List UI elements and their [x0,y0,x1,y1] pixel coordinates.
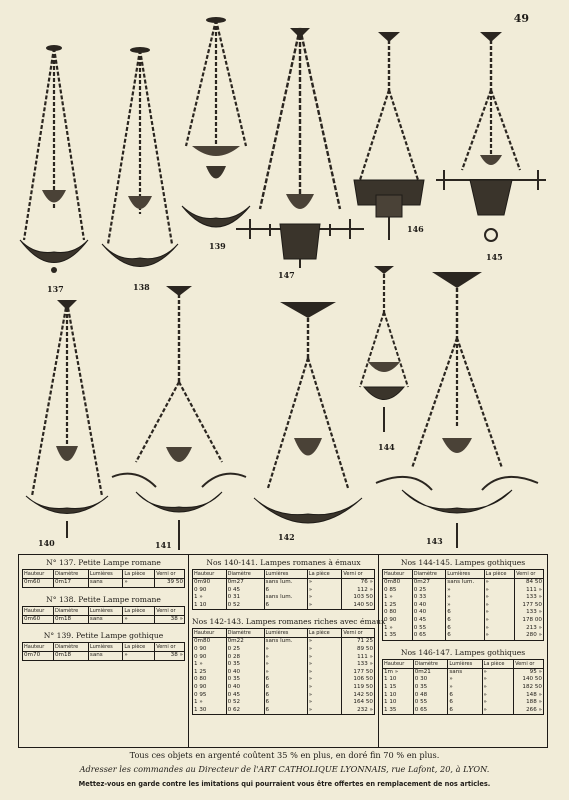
cell: 1 15 [383,684,414,692]
cell: 1 » [383,625,413,633]
cell: 6 [446,609,484,617]
table-row [383,625,544,633]
table-row [383,676,544,684]
cell: 112 » [342,587,375,595]
header-cell: Lumières [264,629,307,638]
cell: 0m27 [226,579,264,587]
header-cell: Diamètre [53,643,88,652]
cell: 0 31 [226,594,264,602]
cell: 6 [264,587,307,595]
lamp-142-number: 142 [278,532,295,542]
section-144-145 [379,555,547,641]
lamp-143-illustration [372,268,542,548]
header-cell: La pièce [307,570,342,579]
header-cell: Lumières [88,570,122,579]
header-cell: Verni or [514,659,544,668]
table-row [383,587,544,595]
cell: sans [88,652,122,661]
page-number: 49 [513,12,529,25]
cell: » [264,654,307,662]
cell: » [123,615,155,624]
cell: 1 10 [383,699,414,707]
header-cell: Hauteur [193,629,227,638]
table-row [383,699,544,707]
cell: 0 85 [383,587,413,595]
cell: » [484,617,515,625]
cell: » [307,579,342,587]
cell: 6 [264,707,307,715]
header-cell: Hauteur [383,659,414,668]
lamp-147-number: 147 [278,270,295,280]
cell: sans lum. [264,579,307,587]
cell: 1 » [193,661,227,669]
cell: 178 00 [515,617,544,625]
section-139 [19,628,188,661]
cell: » [482,684,514,692]
cell: » [307,684,342,692]
cell: » [446,602,484,610]
footer-order-address: Adresser les commandes au Directeur de l'ART CATHOLIQUE LYONNAIS, rue Lafont, 20, à LYON. [79,764,490,774]
header-cell: Diamètre [53,570,88,579]
cell: » [307,602,342,610]
header-cell: Lumières [88,643,122,652]
cell: 76 » [342,579,375,587]
header-cell: Diamètre [413,659,448,668]
table-row [383,684,544,692]
cell: 0 80 [193,676,227,684]
cell: » [484,579,515,587]
table-row [23,579,185,588]
price-table [18,554,548,748]
cell: » [307,587,342,595]
table-row [193,692,375,700]
cell: 0 95 [193,692,227,700]
cell: 6 [264,676,307,684]
spec-table [382,659,544,716]
cell: 1m » [383,668,414,676]
cell: 148 » [514,692,544,700]
section-146-147 [379,645,547,716]
cell: 1 25 [193,669,227,677]
cell: 1 25 [383,602,413,610]
section-138 [19,592,188,625]
spec-table [22,642,185,661]
cell: 0 28 [226,654,264,662]
cell: » [307,654,342,662]
cell: 0 35 [413,684,448,692]
cell: 1 35 [383,707,414,715]
table-row [193,684,375,692]
table-row [193,654,375,662]
table-row [383,594,544,602]
cell: » [307,661,342,669]
cell: » [482,699,514,707]
cell: » [446,594,484,602]
header-cell: Verni or [342,629,375,638]
header-cell: Hauteur [193,570,227,579]
spec-table [192,628,375,715]
cell: 0 35 [226,661,264,669]
lamp-142-illustration [250,298,366,546]
header-cell: Diamètre [226,629,264,638]
price-column-140-143 [189,555,386,747]
table-row [193,579,375,587]
cell: 0 80 [383,609,413,617]
cell: 0 40 [412,602,446,610]
section-title: Nos 146-147. Lampes gothiques [400,647,526,657]
cell: » [307,594,342,602]
cell: 232 » [342,707,375,715]
cell: 213 » [515,625,544,633]
cell: 182 50 [514,684,544,692]
cell: » [264,661,307,669]
cell: » [448,684,482,692]
cell: 266 » [514,707,544,715]
table-row [193,594,375,602]
header-cell: Verni or [155,643,185,652]
header-cell: Verni or [155,570,185,579]
cell: 0m60 [23,615,54,624]
cell: 6 [446,632,484,640]
cell: 133 » [515,609,544,617]
cell: 0 33 [412,594,446,602]
cell: sans lum. [264,638,307,646]
lamp-141-illustration [106,282,252,550]
spec-table [22,569,185,588]
cell: 0m70 [23,652,54,661]
cell: » [482,692,514,700]
cell: 0m90 [193,579,227,587]
table-row [193,602,375,610]
header-cell: La pièce [123,570,155,579]
cell: 188 » [514,699,544,707]
lamp-144-number: 144 [378,442,395,452]
cell: » [307,669,342,677]
table-row [193,707,375,715]
cell: 95 » [514,668,544,676]
cell: sans [88,615,122,624]
cell: sans [448,668,482,676]
table-row [193,669,375,677]
cell: » [307,646,342,654]
cell: 0 45 [226,692,264,700]
table-row [193,661,375,669]
spec-table [192,569,375,610]
cell: 0 48 [413,692,448,700]
cell: 0 35 [226,676,264,684]
cell: 71 25 [342,638,375,646]
cell: 0 30 [413,676,448,684]
lamp-137-illustration [14,40,94,280]
header-cell: Lumières [88,606,122,615]
cell: 89 50 [342,646,375,654]
cell: » [123,652,155,661]
header-cell: Hauteur [23,606,54,615]
cell: 0 45 [226,587,264,595]
cell: sans lum. [446,579,484,587]
cell: 39 50 [155,579,185,588]
cell: 0 90 [193,587,227,595]
lamp-139-number: 139 [209,241,226,251]
header-cell: Lumières [448,659,482,668]
cell: 6 [448,707,482,715]
section-title: N° 138. Petite Lampe romane [46,594,161,604]
table-row [193,676,375,684]
cell: » [482,676,514,684]
header-cell: Diamètre [226,570,264,579]
cell: » [307,676,342,684]
lamp-143-number: 143 [426,536,443,546]
table-row [383,609,544,617]
header-cell: La pièce [484,570,515,579]
cell: sans [88,579,122,588]
cell: 111 » [515,587,544,595]
lamp-145-number: 145 [486,252,503,262]
cell: 6 [264,692,307,700]
cell: » [484,625,515,633]
cell: 38 » [155,615,185,624]
cell: 38 » [155,652,185,661]
lamp-137-number: 137 [47,284,64,294]
cell: 6 [264,699,307,707]
footer-pricing-note: Tous ces objets en argenté coûtent 35 % en plus, en doré fin 70 % en plus. [129,750,440,760]
price-column-137-139 [19,555,189,747]
cell: » [482,668,514,676]
cell: 0 52 [226,602,264,610]
cell: 140 50 [514,676,544,684]
cell: 0 65 [413,707,448,715]
table-row [193,638,375,646]
cell: 0 25 [412,587,446,595]
cell: 0 90 [193,654,227,662]
cell: » [446,587,484,595]
cell: 6 [446,625,484,633]
spec-table [22,606,185,625]
cell: 0 40 [226,669,264,677]
cell: 133 » [515,594,544,602]
table-row [23,615,185,624]
lamp-146-number: 146 [407,224,424,234]
cell: » [484,594,515,602]
cell: 106 50 [342,676,375,684]
table-row [383,668,544,676]
section-title: Nos 140-141. Lampes romanes à émaux [206,558,361,567]
table-row [193,646,375,654]
table-row [383,707,544,715]
table-row [383,617,544,625]
cell: 1 » [193,594,227,602]
cell: 0 25 [226,646,264,654]
cell: 1 10 [383,676,414,684]
cell: 0 40 [412,609,446,617]
cell: 1 » [383,594,413,602]
cell: 0m21 [413,668,448,676]
cell: 6 [448,692,482,700]
section-140-141 [189,555,378,610]
cell: 177 50 [342,669,375,677]
cell: » [484,609,515,617]
header-cell: Lumières [446,570,484,579]
cell: » [484,602,515,610]
cell: » [484,632,515,640]
section-title: Nos 142-143. Lampes romanes riches avec émaux [192,617,386,627]
header-cell: Hauteur [23,570,54,579]
table-row [383,602,544,610]
header-cell: La pièce [123,606,155,615]
cell: 1 10 [383,692,414,700]
cell: 1 30 [193,707,227,715]
table-row [383,579,544,587]
section-title: Nos 144-145. Lampes gothiques [400,558,526,567]
cell: 0 45 [412,617,446,625]
lamp-140-illustration [22,296,112,538]
cell: 1 10 [193,602,227,610]
cell: 0m60 [23,579,54,588]
cell: 280 » [515,632,544,640]
cell: 103 50 [342,594,375,602]
cell: 0 55 [412,625,446,633]
cell: 0 52 [226,699,264,707]
cell: 6 [264,684,307,692]
cell: » [307,707,342,715]
cell: 0m18 [53,652,88,661]
header-cell: La pièce [307,629,342,638]
table-row [383,632,544,640]
cell: 0 90 [193,684,227,692]
lamp-138-illustration [98,44,182,280]
cell: 6 [448,699,482,707]
cell: 0m27 [412,579,446,587]
cell: 0 90 [193,646,227,654]
header-cell: Diamètre [53,606,88,615]
cell: » [264,646,307,654]
table-row [193,587,375,595]
lamp-146-illustration [348,30,430,244]
cell: » [307,692,342,700]
cell: 133 » [342,661,375,669]
cell: 111 » [342,654,375,662]
cell: 140 50 [342,602,375,610]
header-cell: La pièce [123,643,155,652]
header-cell: Hauteur [383,570,413,579]
cell: 0m17 [53,579,88,588]
table-row [23,652,185,661]
section-137 [19,555,188,588]
lamp-145-illustration [432,30,550,250]
cell: 164 50 [342,699,375,707]
header-cell: La pièce [482,659,514,668]
cell: sans lum. [264,594,307,602]
header-cell: Verni or [342,570,375,579]
price-column-144-147 [379,555,547,747]
header-cell: Verni or [155,606,185,615]
cell: 0 90 [383,617,413,625]
lamp-140-number: 140 [38,538,55,548]
cell: » [307,699,342,707]
spec-table [382,569,544,641]
cell: 177 50 [515,602,544,610]
cell: 0m18 [53,615,88,624]
cell: 1 35 [383,632,413,640]
cell: » [482,707,514,715]
cell: 6 [446,617,484,625]
lamp-138-number: 138 [133,282,150,292]
cell: 119 50 [342,684,375,692]
header-cell: Diamètre [412,570,446,579]
cell: 0 62 [226,707,264,715]
cell: » [123,579,155,588]
cell: 6 [264,602,307,610]
lamp-141-number: 141 [155,540,172,550]
cell: 0 65 [412,632,446,640]
section-title: N° 137. Petite Lampe romane [46,558,161,567]
cell: » [264,669,307,677]
cell: 0m80 [193,638,227,646]
cell: 84 50 [515,579,544,587]
header-cell: Hauteur [23,643,54,652]
section-title: N° 139. Petite Lampe gothique [43,631,164,641]
cell: » [307,638,342,646]
cell: 142 50 [342,692,375,700]
cell: 1 » [193,699,227,707]
footer-warning: Mettez-vous en garde contre les imitations qui pourraient vous être offertes en remplacement de nos articles. [78,780,491,788]
cell: 0 55 [413,699,448,707]
cell: » [448,676,482,684]
section-142-143 [189,614,386,715]
table-row [383,692,544,700]
cell: 0m22 [226,638,264,646]
header-cell: Lumières [264,570,307,579]
table-row [193,699,375,707]
cell: » [484,587,515,595]
cell: 0 40 [226,684,264,692]
header-cell: Verni or [515,570,544,579]
cell: 0m80 [383,579,413,587]
